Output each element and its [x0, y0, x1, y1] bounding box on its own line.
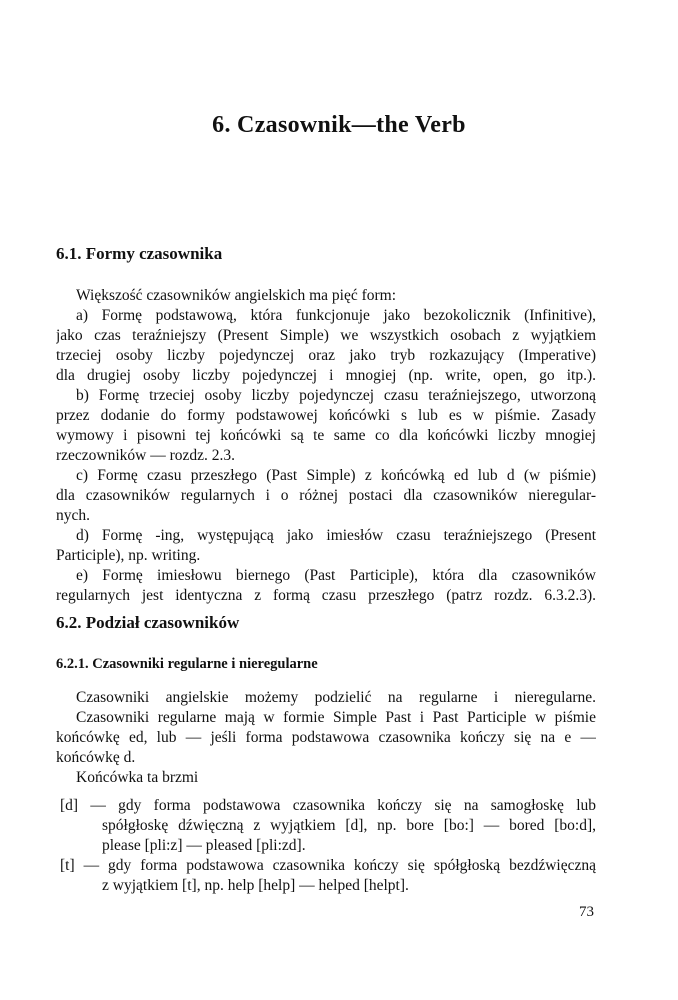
example-line: z wyjątkiem [t], np. help [help] — helped [helpt]. — [102, 877, 409, 894]
paragraph-line: b) Formę trzeciej osoby liczby pojedynczej czasu teraźniejszego, utworzoną — [76, 387, 596, 404]
example-line: spółgłoskę dźwięczną z wyjątkiem [d], np. bore [bo:] — bored [bo:d], — [102, 817, 596, 834]
paragraph-line: regularnych jest identyczna z formą czasu przeszłego (patrz rozdz. 6.3.2.3). — [56, 587, 596, 604]
paragraph-line: Końcówka ta brzmi — [76, 769, 199, 786]
paragraph-line: Participle), np. writing. — [56, 547, 201, 564]
section-heading-6-1: 6.1. Formy czasownika — [56, 244, 223, 263]
paragraph-line: a) Formę podstawową, która funkcjonuje jako bezokolicznik (Infinitive), — [76, 307, 596, 324]
paragraph-line: końcówkę ed, lub — jeśli forma podstawowa czasownika kończy się na e — — [56, 729, 596, 746]
example-line: please [pli:z] — pleased [pli:zd]. — [102, 837, 306, 854]
paragraph-line: c) Formę czasu przeszłego (Past Simple) z końcówką ed lub d (w piśmie) — [76, 467, 596, 484]
paragraph-line: Większość czasowników angielskich ma pięć form: — [76, 287, 397, 304]
paragraph-line: e) Formę imiesłowu biernego (Past Participle), która dla czasowników — [76, 567, 596, 584]
section-heading-6-2: 6.2. Podział czasowników — [56, 613, 240, 632]
paragraph-line: trzeciej osoby liczby pojedynczej oraz jako tryb rozkazujący (Imperative) — [56, 347, 596, 364]
paragraph-line: d) Formę -ing, występującą jako imiesłów czasu teraźniejszego (Present — [76, 527, 596, 544]
paragraph-line: dla drugiej osoby liczby pojedynczej i mnogiej (np. write, open, go itp.). — [56, 367, 596, 384]
paragraph-line: końcówkę d. — [56, 749, 136, 766]
paragraph-line: wymowy i pisowni tej końcówki są te same co dla końcówki liczby mnogiej — [56, 427, 596, 444]
paragraph-line: dla czasowników regularnych i o różnej postaci dla czasowników nieregular- — [56, 487, 596, 504]
page-number: 73 — [579, 904, 594, 920]
example-line-t: [t] — gdy forma podstawowa czasownika kończy się spółgłoską bezdźwięczną — [60, 857, 596, 874]
paragraph-line: Czasowniki regularne mają w formie Simple Past i Past Participle w piśmie — [76, 709, 596, 726]
paragraph-line: nych. — [56, 507, 91, 524]
subsection-heading-6-2-1: 6.2.1. Czasowniki regularne i nieregularne — [56, 656, 318, 672]
chapter-title: 6. Czasownik—the Verb — [212, 112, 466, 138]
example-line-d: [d] — gdy forma podstawowa czasownika kończy się na samogłoskę lub — [60, 797, 596, 814]
paragraph-line: rzeczowników — rozdz. 2.3. — [56, 447, 236, 464]
paragraph-line: jako czas teraźniejszy (Present Simple) we wszystkich osobach z wyjątkiem — [56, 327, 596, 344]
paragraph-line: Czasowniki angielskie możemy podzielić na regularne i nieregularne. — [76, 689, 596, 706]
paragraph-line: przez dodanie do formy podstawowej końcówki s lub es w piśmie. Zasady — [56, 407, 596, 424]
